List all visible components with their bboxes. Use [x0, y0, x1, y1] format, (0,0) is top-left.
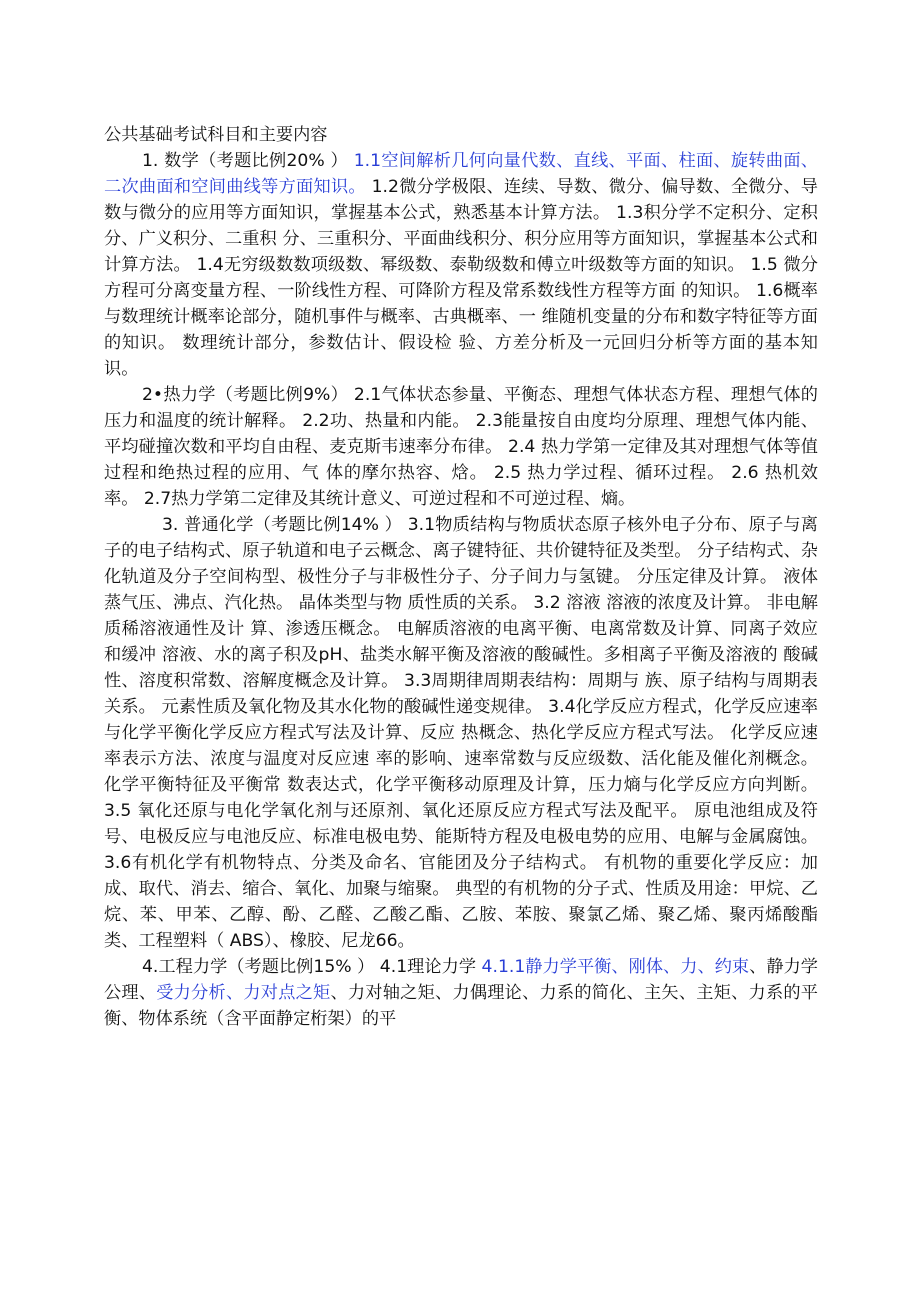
mech-text-axioms: 、静力学公理、 [104, 957, 818, 1003]
document-title: 公共基础考试科目和主要内容 [104, 125, 328, 145]
math-heading-text: 1. 数学（考题比例20% ） [142, 151, 354, 171]
mech-highlight-statics: 4.1.1静力学平衡、刚体、力、约束 [481, 957, 750, 977]
mech-heading-text: 4.工程力学（考题比例15% ） 4.1理论力学 [142, 957, 482, 977]
chem-body-text: 3. 普通化学（考题比例14% ） 3.1物质结构与物质状态原子核外电子分布、原子与离子的电子结构式、原子轨道和电子云概念、离子键特征、共价键特征及类型。 分子结构式、杂化轨道及分子空间构型、极性分子与非极性分子、分子间力与氢键。 分压定律及计算。 液体蒸气压、沸点、汽化热。 晶体类型与物 质性质的关系。 3.2 溶液 溶液的浓度及计算。 非电解质稀溶液通性及计 算、渗透压概念。 电解质溶液的电离平衡、电离常数及计算、同离子效应和缓冲 溶液、水的离子积及pH、盐类水解平衡及溶液的酸碱性。多相离子平衡及溶液的 酸碱性、溶度积常数、溶解度概念及计算。 3.3周期律周期表结构：周期与 族、原子结构与周期表关系。 元素性质及氧化物及其水化物的酸碱性递变规律。 3.4化学反应方程式，化学反应速率与化学平衡化学反应方程式写法及计算、反应 热概念、热化学反应方程式写法。 化学反应速率表示方法、浓度与温度对反应速 率的影响、速率常数与反应级数、活化能及催化剂概念。 化学平衡特征及平衡常 数表达式，化学平衡移动原理及计算，压力熵与化学反应方向判断。 3.5 氧化还原与电化学氧化剂与还原剂、氧化还原反应方程式写法及配平。 原电池组成及符号、电极反应与电池反应、标准电极电势、能斯特方程及电极电势的应用、电解与金属腐蚀。 3.6有机化学有机物特点、分类及命名、官能团及分子结构式。 有机物的重要化学反应：加成、取代、消去、缩合、氧化、加聚与缩聚。 典型的有机物的分子式、性质及用途：甲烷、乙烷、苯、甲苯、乙醇、酚、乙醛、乙酸乙酯、乙胺、苯胺、聚氯乙烯、聚乙烯、聚丙烯酸酯类、工程塑料（ ABS）、橡胶、尼龙66。 [104, 515, 818, 951]
section-math [104, 148, 818, 382]
section-thermodynamics [104, 382, 818, 512]
math-highlight-text: 1.1空间解析几何向量代数、直线、平面、柱面、旋转曲面、二次曲面和空间曲线等方面知识。 [104, 151, 818, 197]
mech-highlight-force-analysis: 受力分析、力对点之矩 [156, 983, 331, 1003]
thermo-body-text: 2•热力学（考题比例9%） 2.1气体状态参量、平衡态、理想气体状态方程、理想气体的压力和温度的统计解释。 2.2功、热量和内能。 2.3能量按自由度均分原理、理想气体内能、平均碰撞次数和平均自由程、麦克斯韦速率分布律。 2.4 热力学第一定律及其对理想气体等值过程和绝热过程的应用、气 体的摩尔热容、焓。 2.5 热力学过程、循环过程。 2.6 热机效率。 2.7热力学第二定律及其统计意义、可逆过程和不可逆过程、熵。 [104, 385, 818, 509]
section-chemistry [104, 512, 818, 954]
section-mechanics [104, 954, 818, 1032]
mech-body-text: 、力对轴之矩、力偶理论、力系的简化、主矢、主矩、力系的平衡、物体系统（含平面静定桁架）的平 [104, 983, 818, 1029]
math-body-text: 1.2微分学极限、连续、导数、微分、偏导数、全微分、导数与微分的应用等方面知识，掌握基本公式，熟悉基本计算方法。 1.3积分学不定积分、定积分、广义积分、二重积 分、三重积分、平面曲线积分、积分应用等方面知识，掌握基本公式和计算方法。 1.4无穷级数数项级数、幂级数、泰勒级数和傅立叶级数等方面的知识。 1.5 微分方程可分离变量方程、一阶线性方程、可降阶方程及常系数线性方程等方面 的知识。 1.6概率与数理统计概率论部分，随机事件与概率、古典概率、一 维随机变量的分布和数字特征等方面的知识。 数理统计部分，参数估计、假设检 验、方差分析及一元回归分析等方面的基本知识。 [104, 177, 818, 379]
document-body [104, 122, 818, 1032]
